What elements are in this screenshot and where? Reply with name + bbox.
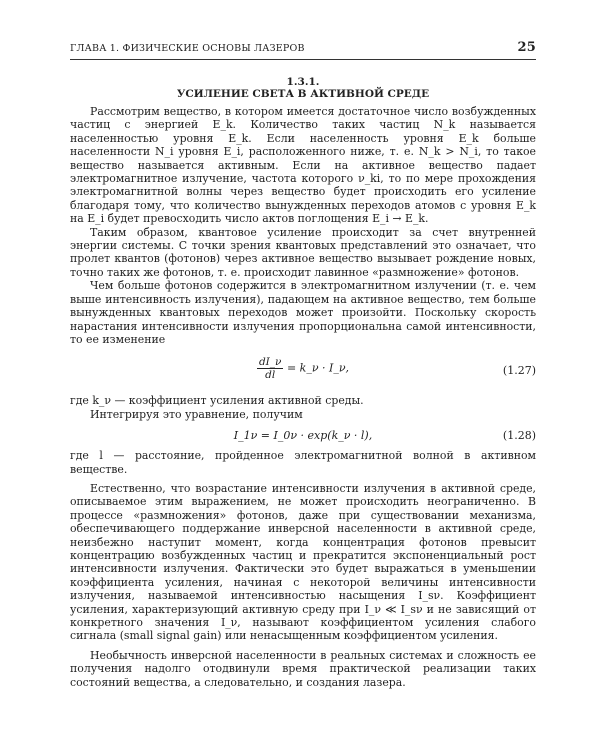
formula-1-27	[70, 354, 536, 388]
paragraph-2: Таким образом, квантовое усиление происходит за счет внутренней энергии системы. С точки зрения квантовых представлений это означает, что пролет квантов (фотонов) через активное вещество вызывает рождение новых, точно таких же фотонов, т. е. происходит лавинное «размножение» фотонов.	[70, 225, 536, 279]
paragraph-5: Интегрируя это уравнение, получим	[90, 407, 303, 421]
paragraph-3: Чем больше фотонов содержится в электромагнитном излучении (т. е. чем выше интенсивность излучения), падающем на активное вещество, тем больше вынужденных квантовых переходов может произойти. Поскольку скорость нарастания интенсивности излучения пропорциональна самой интенсивности, то ее изменение	[70, 279, 536, 346]
paragraph-4: где k_ν — коэффициент усиления активной среды.	[70, 394, 364, 408]
section-title: УСИЛЕНИЕ СВЕТА В АКТИВНОЙ СРЕДЕ	[176, 88, 430, 100]
formula-rhs: = k_ν · I_ν,	[286, 361, 350, 375]
paragraph-7: Естественно, что возрастание интенсивности излучения в активной среде, описываемое этим выражением, не может происходить неограниченно. В процессе «размножения» фотонов, даже при существовании механизма, обеспечивающего поддержание инверсной населенности в активной среде, неизбежно наступит момент, когда концентрация фотонов превысит концентрацию возбужденных частиц и прекратится экспоненциальный рост интенсивности излучения. Фактически это будет выражаться в уменьшении коэффициента усиления, начиная с некоторой величины интенсивности излучения, называемой интенсивностью насыщения I_sν. Коэффициент усиления, характеризующий активную среду при I_ν ≪ I_sν и не зависящий от конкретного значения I_ν, называют коэффициентом усиления слабого сигнала (small signal gain) или ненасыщенным коэффициентом усиления.	[70, 481, 536, 643]
paragraph-6: где l — расстояние, пройденное электромагнитной волной в активном веществе.	[70, 449, 536, 476]
paragraph-8: Необычность инверсной населенности в реальных системах и сложность ее получения надолго отодвинули время практической реализации таких состояний вещества, а следовательно, и создания лазера.	[70, 648, 536, 689]
running-header	[70, 40, 536, 56]
section-number: 1.3.1.	[286, 76, 320, 88]
equation-label: (1.28)	[502, 429, 536, 443]
formula-1-28	[70, 427, 536, 445]
fraction-numerator: dI_ν	[258, 356, 282, 369]
derivative-fraction	[257, 356, 284, 381]
page-number: 25	[517, 40, 536, 55]
paragraph-1: Рассмотрим вещество, в котором имеется достаточное число возбужденных частиц с энергией E_k. Количество таких частиц N_k называется населенностью уровня E_k. Если населенность уровня E_k больше населенности N_i уровня E_i, расположенного ниже, т. е. N_k > N_i, то такое вещество называется активным. Если на активное вещество падает электромагнитное излучение, частота которого ν_ki, то по мере прохождения электромагнитной волны через вещество будет происходить его усиление благодаря тому, что количество вынужденных переходов атомов с уровня E_k на E_i будет превосходить число актов поглощения E_i → E_k.	[70, 105, 536, 226]
chapter-title: ГЛАВА 1. ФИЗИЧЕСКИЕ ОСНОВЫ ЛАЗЕРОВ	[70, 43, 305, 54]
equation-label: (1.27)	[502, 364, 536, 378]
formula-expression: I_1ν = I_0ν · exp(k_ν · l),	[233, 429, 373, 443]
book-page	[70, 40, 536, 689]
fraction-denominator: dl	[265, 369, 276, 382]
header-rule	[70, 59, 536, 60]
